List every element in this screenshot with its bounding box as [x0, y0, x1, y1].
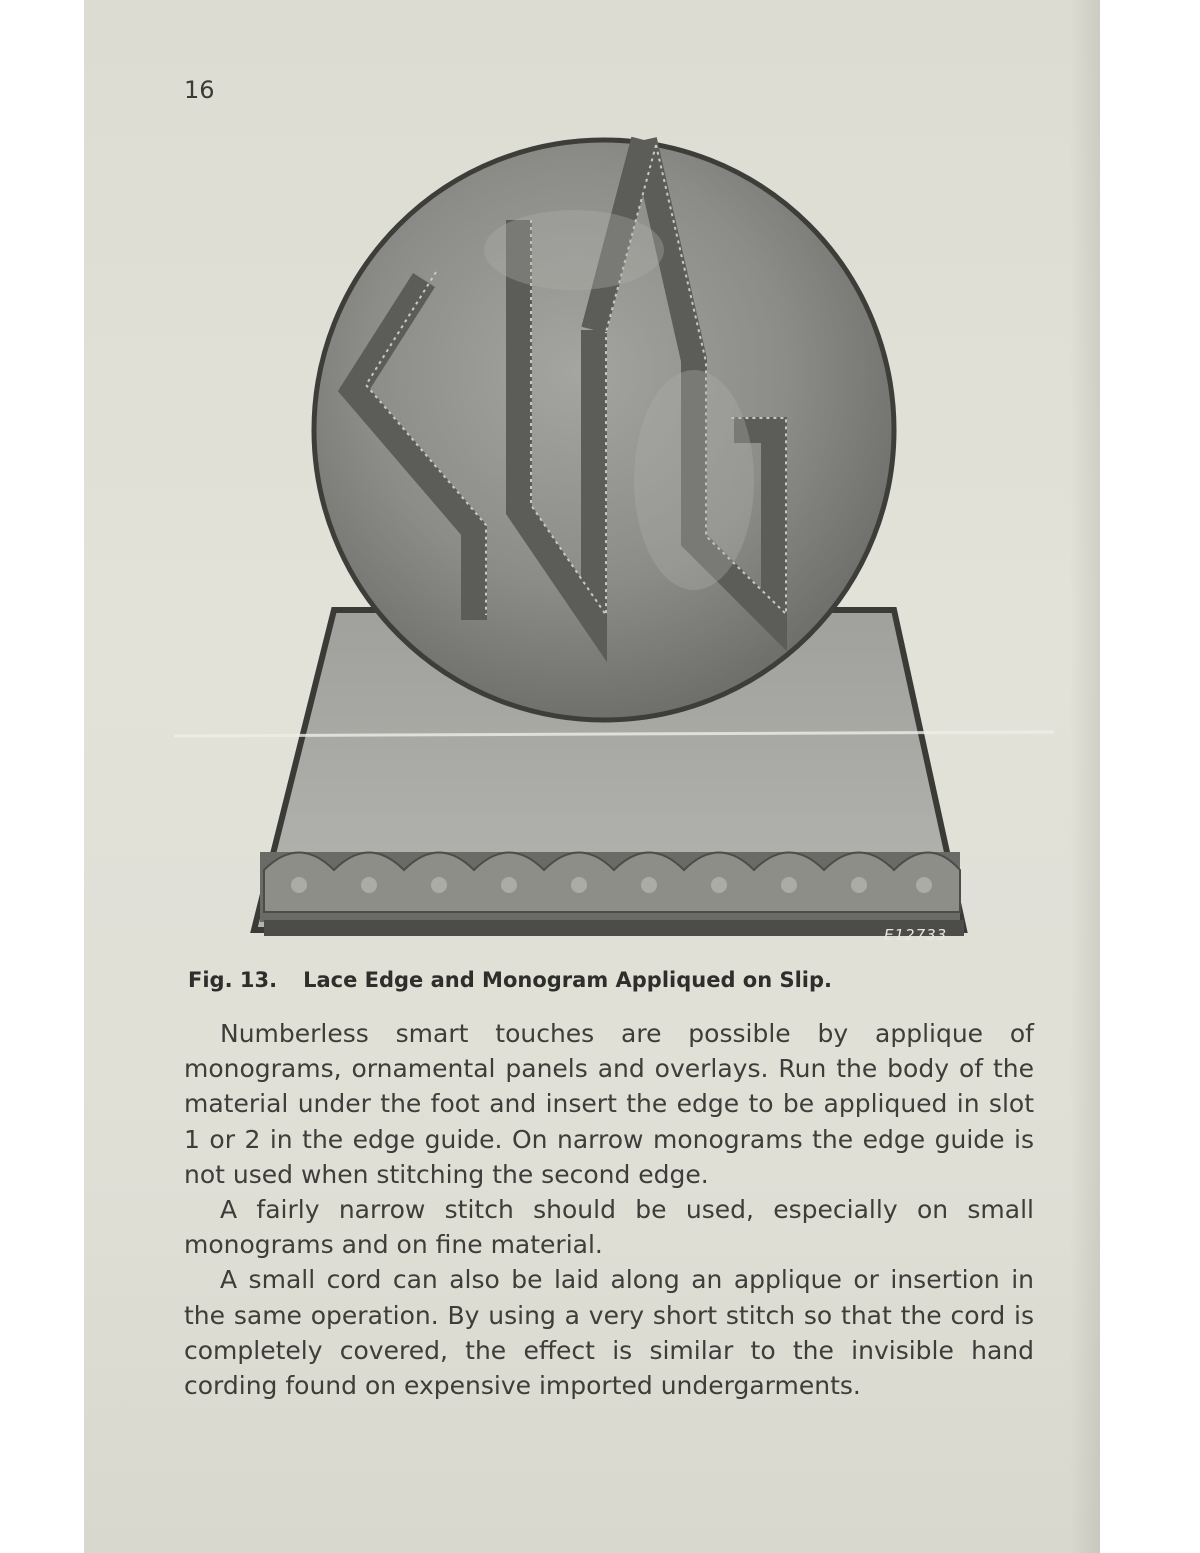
paragraph-3: A small cord can also be laid along an applique or insertion in the same operation. By using a very short stitch so that the cord is completely covered, the effect is similar to the invisible hand cording found on expensive imported undergarments.: [184, 1265, 1034, 1401]
figure-photo: [174, 100, 1054, 950]
figure-caption: [188, 968, 1048, 992]
photo-bottom-shadow: [264, 920, 964, 936]
book-page: [84, 0, 1100, 1553]
photo-reference-code: E12733: [884, 926, 948, 944]
paragraph-2: A fairly narrow stitch should be used, especially on small monograms and on fine material.: [184, 1195, 1034, 1260]
figure-number: Fig. 13.: [188, 968, 278, 992]
monogram-slip-illustration: [174, 100, 1054, 950]
figure-title: Lace Edge and Monogram Appliqued on Slip.: [303, 968, 833, 992]
body-text: [184, 1016, 1034, 1403]
paragraph-1: Numberless smart touches are possible by applique of monograms, ornamental panels and overlays. Run the body of the material under the foot and insert the edge to be appliqued in slot 1 or 2 in the edge guide. On narrow monograms the edge guide is not used when stitching the second edge.: [184, 1019, 1034, 1189]
page-edge-shadow: [1070, 0, 1100, 1553]
page-number: 16: [184, 76, 215, 104]
